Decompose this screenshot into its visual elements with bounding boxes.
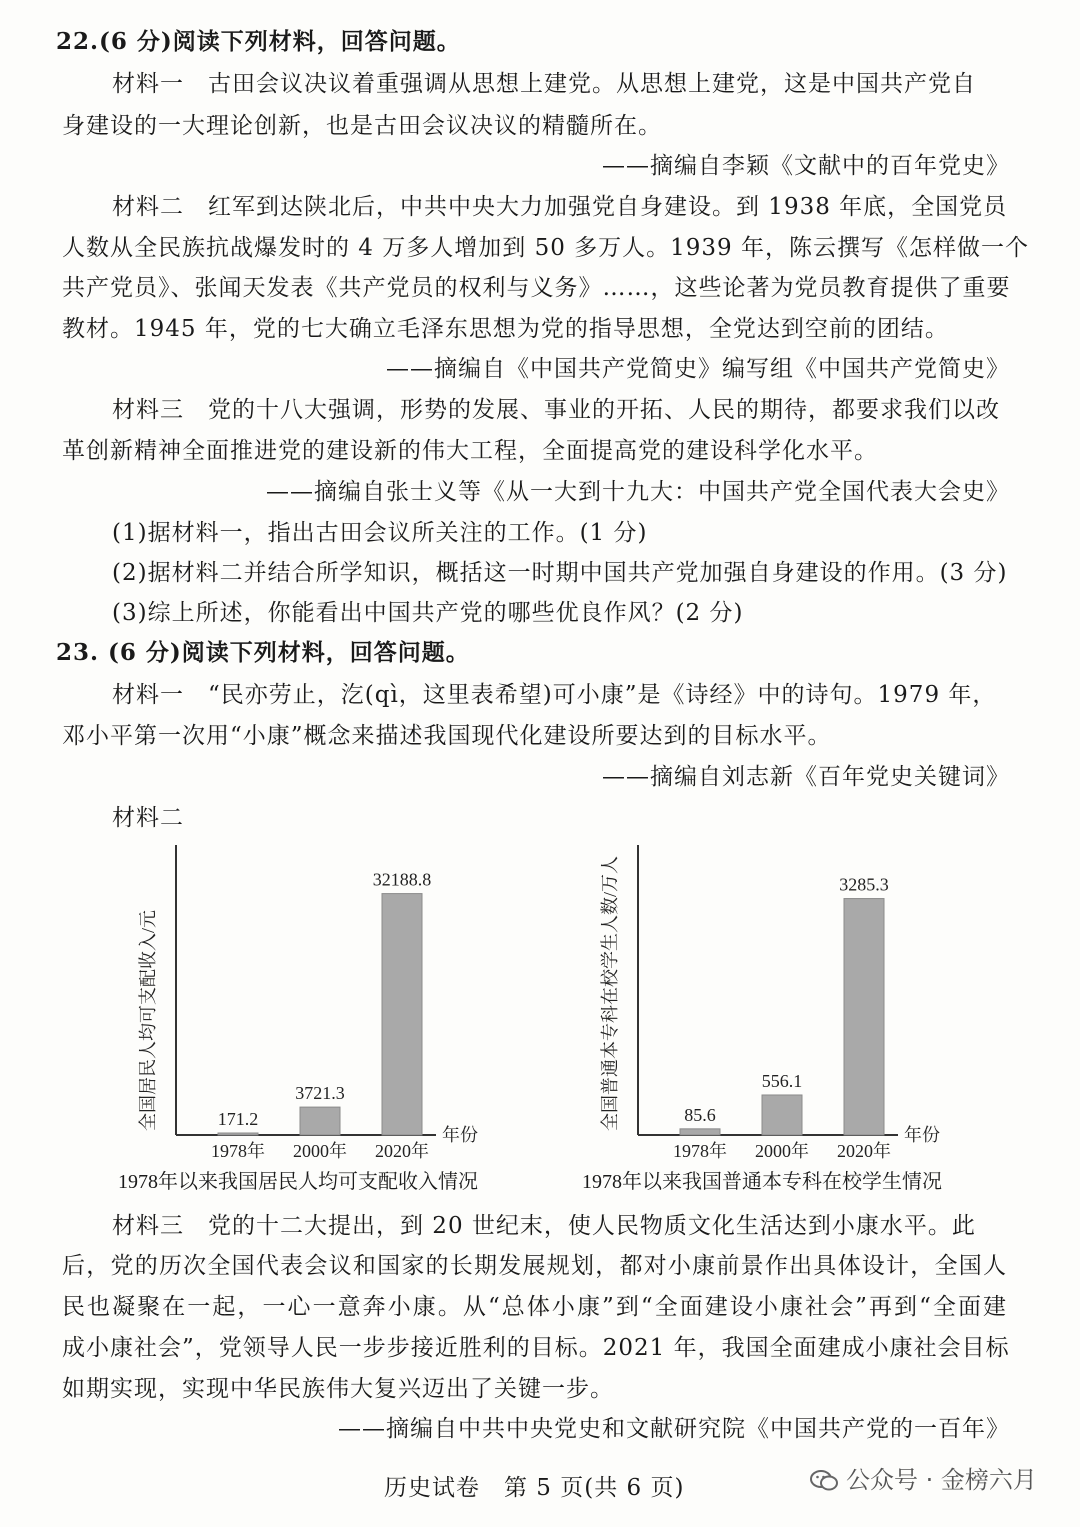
x-axis-label: 年份	[904, 1125, 940, 1145]
q23-material-1-line-1: 材料一 “民亦劳止，汔(qì，这里表希望)可小康”是《诗经》中的诗句。1979 年，	[112, 682, 997, 708]
x-tick-label: 2020年	[375, 1141, 429, 1161]
x-tick-label: 2000年	[755, 1141, 809, 1161]
x-tick-label: 1978年	[211, 1141, 265, 1161]
data-label: 85.6	[684, 1104, 716, 1125]
x-axis-label: 年份	[442, 1125, 478, 1145]
question-22-heading: 22.(6 分)阅读下列材料，回答问题。	[56, 28, 461, 55]
bar-2020年	[844, 899, 884, 1135]
students-chart-caption: 1978年以来我国普通本专科在校学生情况	[582, 1171, 942, 1193]
q22-material-1-source: ——摘编自李颖《文献中的百年党史》	[602, 153, 1010, 179]
bar-2020年	[382, 894, 422, 1135]
data-label: 3285.3	[839, 874, 889, 895]
watermark-text: 公众号 · 金榜六月	[846, 1466, 1037, 1494]
q23-material-3-line-3: 民也凝聚在一起，一心一意奔小康。从“总体小康”到“全面建设小康社会”再到“全面建	[62, 1294, 1007, 1320]
x-tick-label: 2020年	[837, 1141, 891, 1161]
q23-material-3-line-2: 后，党的历次全国代表会议和国家的长期发展规划，都对小康前景作出具体设计，全国人	[62, 1253, 1007, 1279]
y-axis-label: 全国普通本专科在校学生人数/万人	[600, 856, 620, 1131]
q22-material-3-line-2: 革创新精神全面推进党的建设新的伟大工程，全面提高党的建设科学化水平。	[62, 438, 878, 464]
q23-material-3-source: ——摘编自中共中央党史和文献研究院《中国共产党的一百年》	[338, 1416, 1010, 1442]
y-axis-label: 全国居民人均可支配收入/元	[138, 910, 158, 1131]
data-label: 3721.3	[295, 1083, 345, 1104]
page-footer: 历史试卷 第 5 页(共 6 页)	[384, 1475, 685, 1501]
income-bar-chart	[130, 845, 510, 1165]
data-label: 171.2	[217, 1109, 259, 1129]
income-chart-caption: 1978年以来我国居民人均可支配收入情况	[118, 1171, 478, 1193]
q23-material-3-line-5: 如期实现，实现中华民族伟大复兴迈出了关键一步。	[62, 1376, 614, 1402]
bar-2000年	[762, 1095, 802, 1135]
q23-material-2-label: 材料二	[112, 805, 184, 831]
income-chart-svg	[130, 845, 510, 1165]
q23-material-3-line-4: 成小康社会”，党领导人民一步步接近胜利的目标。2021 年，我国全面建成小康社会目标	[62, 1335, 1010, 1361]
q22-subquestion-2: (2)据材料二并结合所学知识，概括这一时期中国共产党加强自身建设的作用。(3 分)	[112, 560, 1008, 586]
students-bar-chart	[592, 845, 972, 1165]
wechat-icon	[810, 1469, 840, 1493]
q22-material-3-line-1: 材料三 党的十八大强调，形势的发展、事业的开拓、人民的期待，都要求我们以改	[112, 397, 1000, 423]
q22-subquestion-1: (1)据材料一，指出古田会议所关注的工作。(1 分)	[112, 520, 648, 546]
q22-subquestion-3: (3)综上所述，你能看出中国共产党的哪些优良作风？(2 分)	[112, 600, 744, 626]
q22-material-2-line-1: 材料二 红军到达陕北后，中共中央大力加强党自身建设。到 1938 年底，全国党员	[112, 194, 1008, 220]
x-tick-label: 2000年	[293, 1141, 347, 1161]
q23-material-1-line-2: 邓小平第一次用“小康”概念来描述我国现代化建设所要达到的目标水平。	[62, 723, 832, 749]
q23-material-1-source: ——摘编自刘志新《百年党史关键词》	[602, 764, 1010, 790]
q23-material-3-line-1: 材料三 党的十二大提出，到 20 世纪末，使人民物质文化生活达到小康水平。此	[112, 1213, 976, 1239]
bar-2000年	[300, 1107, 340, 1135]
data-label: 556.1	[761, 1070, 803, 1091]
x-tick-label: 1978年	[673, 1141, 727, 1161]
data-label: 32188.8	[372, 869, 432, 890]
q22-material-1-line-2: 身建设的一大理论创新，也是古田会议决议的精髓所在。	[62, 113, 662, 139]
q22-material-2-line-2: 人数从全民族抗战爆发时的 4 万多人增加到 50 多万人。1939 年，陈云撰写《怎样做一个	[62, 235, 1029, 261]
bar-1978年	[680, 1129, 720, 1135]
bar-1978年	[218, 1133, 258, 1135]
watermark	[810, 1460, 1037, 1495]
students-chart-svg	[592, 845, 972, 1165]
question-23-heading: 23. (6 分)阅读下列材料，回答问题。	[56, 639, 470, 666]
q22-material-2-line-4: 教材。1945 年，党的七大确立毛泽东思想为党的指导思想，全党达到空前的团结。	[62, 316, 949, 342]
q22-material-1-line-1: 材料一 古田会议决议着重强调从思想上建党。从思想上建党，这是中国共产党自	[112, 71, 976, 97]
q22-material-2-source: ——摘编自《中国共产党简史》编写组《中国共产党简史》	[386, 356, 1010, 382]
q22-material-2-line-3: 共产党员》、张闻天发表《共产党员的权利与义务》……，这些论著为党员教育提供了重要	[62, 275, 1011, 301]
q22-material-3-source: ——摘编自张士义等《从一大到十九大：中国共产党全国代表大会史》	[266, 479, 1010, 505]
